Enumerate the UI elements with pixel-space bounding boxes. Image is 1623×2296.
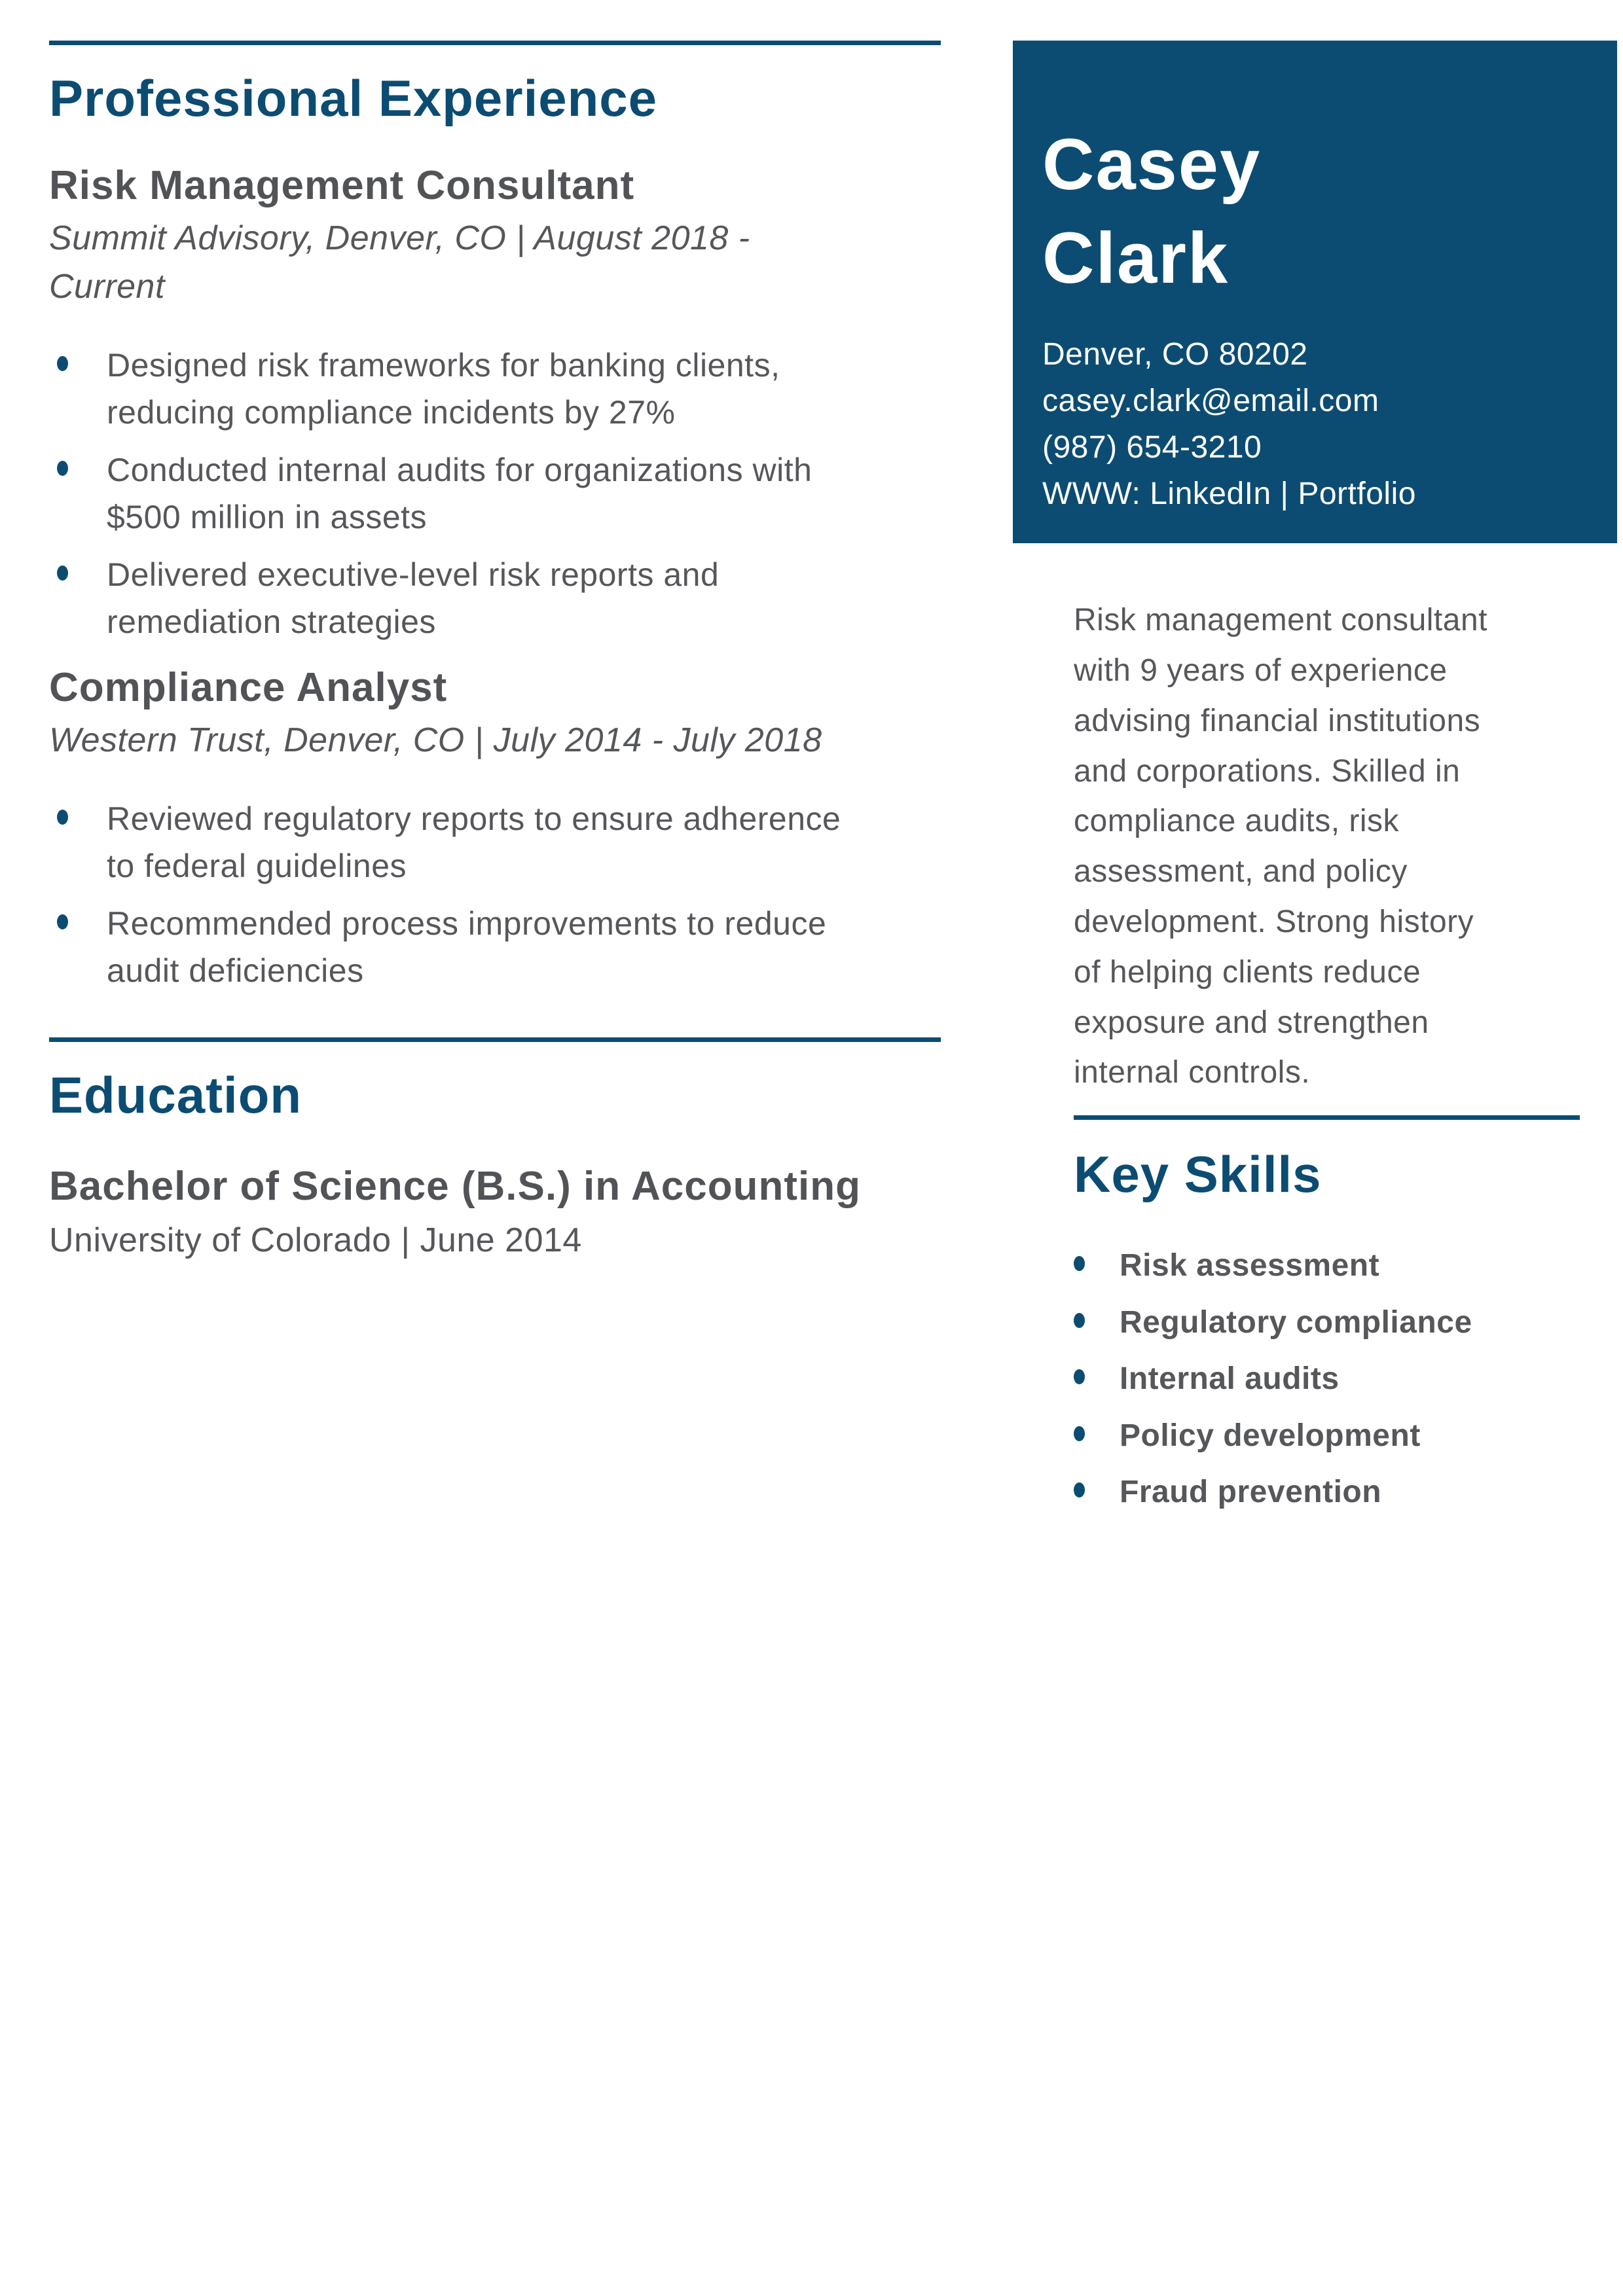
job-role: Risk Management Consultant (49, 163, 635, 208)
skill-item (1074, 1300, 1617, 1346)
degree-title: Bachelor of Science (B.S.) in Accounting (49, 1163, 861, 1209)
skills-section-title: Key Skills (1074, 1145, 1322, 1204)
experience-section-title: Professional Experience (49, 69, 658, 127)
skill-label: Regulatory compliance (1120, 1304, 1472, 1340)
skill-item (1074, 1356, 1617, 1402)
bullet-dot-icon (57, 810, 68, 825)
job-bullet (49, 795, 873, 889)
contact-address: Denver, CO 80202 (1042, 337, 1308, 372)
bullet-dot-icon (1074, 1426, 1085, 1441)
skill-item (1074, 1243, 1617, 1289)
sidebar-column (1013, 41, 1617, 1526)
job-bullet-list (49, 342, 873, 645)
education-divider (49, 1037, 941, 1042)
education-meta: University of Colorado | June 2014 (49, 1221, 582, 1259)
candidate-first-name: Casey (1042, 124, 1262, 205)
bullet-dot-icon (57, 356, 68, 371)
bullet-dot-icon (1074, 1256, 1085, 1271)
job-entry-compliance-analyst (49, 664, 941, 994)
job-bullet-list (49, 795, 873, 994)
skill-label: Policy development (1120, 1418, 1421, 1453)
job-meta: Summit Advisory, Denver, CO | August 2018 - Current (49, 219, 750, 306)
bullet-dot-icon (1074, 1313, 1085, 1328)
bullet-dot-icon (57, 565, 68, 581)
contact-phone: (987) 654-3210 (1042, 430, 1262, 465)
main-column (49, 41, 941, 1265)
skill-label: Fraud prevention (1120, 1475, 1382, 1510)
bullet-dot-icon (1074, 1482, 1085, 1498)
skills-list (1074, 1243, 1617, 1515)
contact-email-link[interactable]: casey.clark@email.com (1042, 384, 1379, 419)
skill-item (1074, 1413, 1617, 1459)
bullet-dot-icon (1074, 1369, 1085, 1384)
contact-website-links[interactable]: WWW: LinkedIn | Portfolio (1042, 476, 1416, 512)
bullet-dot-icon (57, 461, 68, 476)
job-bullet-text: Delivered executive-level risk reports and remediation strategies (107, 556, 720, 640)
job-bullet-text: Conducted internal audits for organizations with $500 million in assets (107, 451, 812, 535)
contact-block (1042, 331, 1588, 517)
job-role: Compliance Analyst (49, 664, 448, 710)
skill-label: Internal audits (1120, 1361, 1340, 1397)
skills-divider (1074, 1115, 1580, 1120)
job-entry-risk-management-consultant (49, 162, 941, 645)
name-banner (1013, 41, 1617, 543)
skill-item (1074, 1469, 1617, 1515)
candidate-last-name: Clark (1042, 218, 1230, 298)
job-bullet-text: Designed risk frameworks for banking clients, reducing compliance incidents by 27% (107, 346, 780, 431)
job-bullet-text: Reviewed regulatory reports to ensure adherence to federal guidelines (107, 800, 841, 884)
job-meta: Western Trust, Denver, CO | July 2014 - July 2018 (49, 721, 822, 759)
skill-label: Risk assessment (1120, 1248, 1380, 1283)
professional-summary: Risk management consultant with 9 years of experience advising financial institutions and corporations. Skilled in compliance audits, risk assessment, and policy development. Strong history of helping clients reduce exposure and strengthen internal controls. (1074, 603, 1487, 1090)
experience-divider (49, 41, 941, 45)
candidate-name (1042, 118, 1588, 305)
job-bullet (49, 446, 873, 541)
job-bullet-text: Recommended process improvements to reduce audit deficiencies (107, 905, 827, 989)
bullet-dot-icon (57, 914, 68, 929)
job-bullet (49, 551, 873, 645)
job-bullet (49, 900, 873, 994)
job-bullet (49, 342, 873, 436)
education-section-title: Education (49, 1066, 302, 1124)
